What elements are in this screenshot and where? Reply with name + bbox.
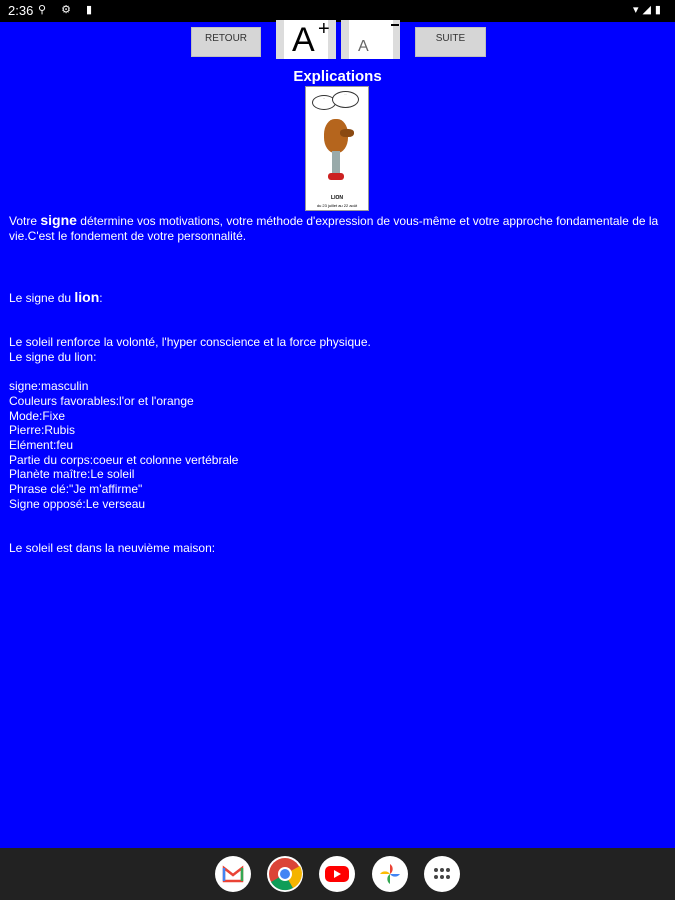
decrease-font-button[interactable] [341, 20, 400, 59]
detail-line: Le soleil est dans la neuvième maison: [9, 540, 216, 555]
lion-figure-arm [340, 129, 354, 137]
speech-bubble-2: ... [332, 91, 359, 108]
intro-paragraph [9, 213, 669, 243]
detail-line [9, 364, 371, 379]
minus-icon [391, 24, 399, 26]
detail-line: Pierre:Rubis [9, 423, 76, 438]
back-button[interactable]: RETOUR [191, 27, 261, 57]
status-system-icons: ▾◢▮ [632, 4, 665, 16]
app-drawer-icon[interactable] [424, 856, 460, 892]
intro-keyword: signe [40, 212, 77, 228]
next-button[interactable]: SUITE [415, 27, 486, 57]
increase-font-button[interactable] [276, 20, 336, 59]
sign-heading-post: : [99, 291, 103, 305]
detail-line [9, 511, 371, 526]
detail-line: Le signe du lion: [9, 349, 97, 364]
sign-heading [9, 290, 103, 306]
detail-line: Mode:Fixe [9, 408, 66, 423]
detail-line: Signe opposé:Le verseau [9, 496, 146, 511]
lion-figure-leg [332, 151, 340, 175]
lion-figure-shoe [328, 173, 344, 180]
increase-font-letter: A [292, 21, 315, 59]
increase-font-plus: + [318, 18, 330, 40]
card-sign-name: LION [331, 195, 343, 201]
status-bar [0, 0, 675, 22]
sign-heading-pre: Le signe du [9, 291, 75, 305]
decrease-font-letter: A [358, 38, 369, 55]
detail-line: signe:masculin [9, 379, 89, 394]
detail-line: Partie du corps:coeur et colonne vertébrale [9, 452, 239, 467]
card-sign-dates: du 23 juillet au 22 août [316, 203, 358, 208]
status-notification-icons: ⚲ ⚙ ▮ [38, 4, 99, 16]
detail-line: Planète maître:Le soleil [9, 467, 135, 482]
detail-line: Couleurs favorables:l'or et l'orange [9, 393, 194, 408]
detail-line [9, 526, 371, 541]
increase-font-icon [284, 20, 328, 59]
lion-sign-card-image [305, 86, 369, 211]
youtube-icon[interactable] [319, 856, 355, 892]
decrease-font-icon [349, 20, 393, 59]
speech-bubble-1: ... [312, 95, 336, 110]
intro-post: détermine vos motivations, votre méthode d'expression de vous-même et votre approche fondamentale de la vie.C'est le fondement de votre personnalité. [9, 214, 659, 243]
detail-line: Le soleil renforce la volonté, l'hyper conscience et la force physique. [9, 335, 371, 349]
intro-pre: Votre [9, 214, 41, 228]
gmail-icon[interactable] [215, 856, 251, 892]
chrome-icon[interactable] [267, 856, 303, 892]
sign-details [9, 335, 371, 556]
detail-line: Phrase clé:"Je m'affirme" [9, 482, 143, 497]
page-title: Explications [293, 68, 382, 85]
photos-icon[interactable] [372, 856, 408, 892]
detail-line: Elément:feu [9, 437, 74, 452]
sign-heading-keyword: lion [74, 289, 100, 305]
status-time: 2:36 [8, 3, 34, 18]
